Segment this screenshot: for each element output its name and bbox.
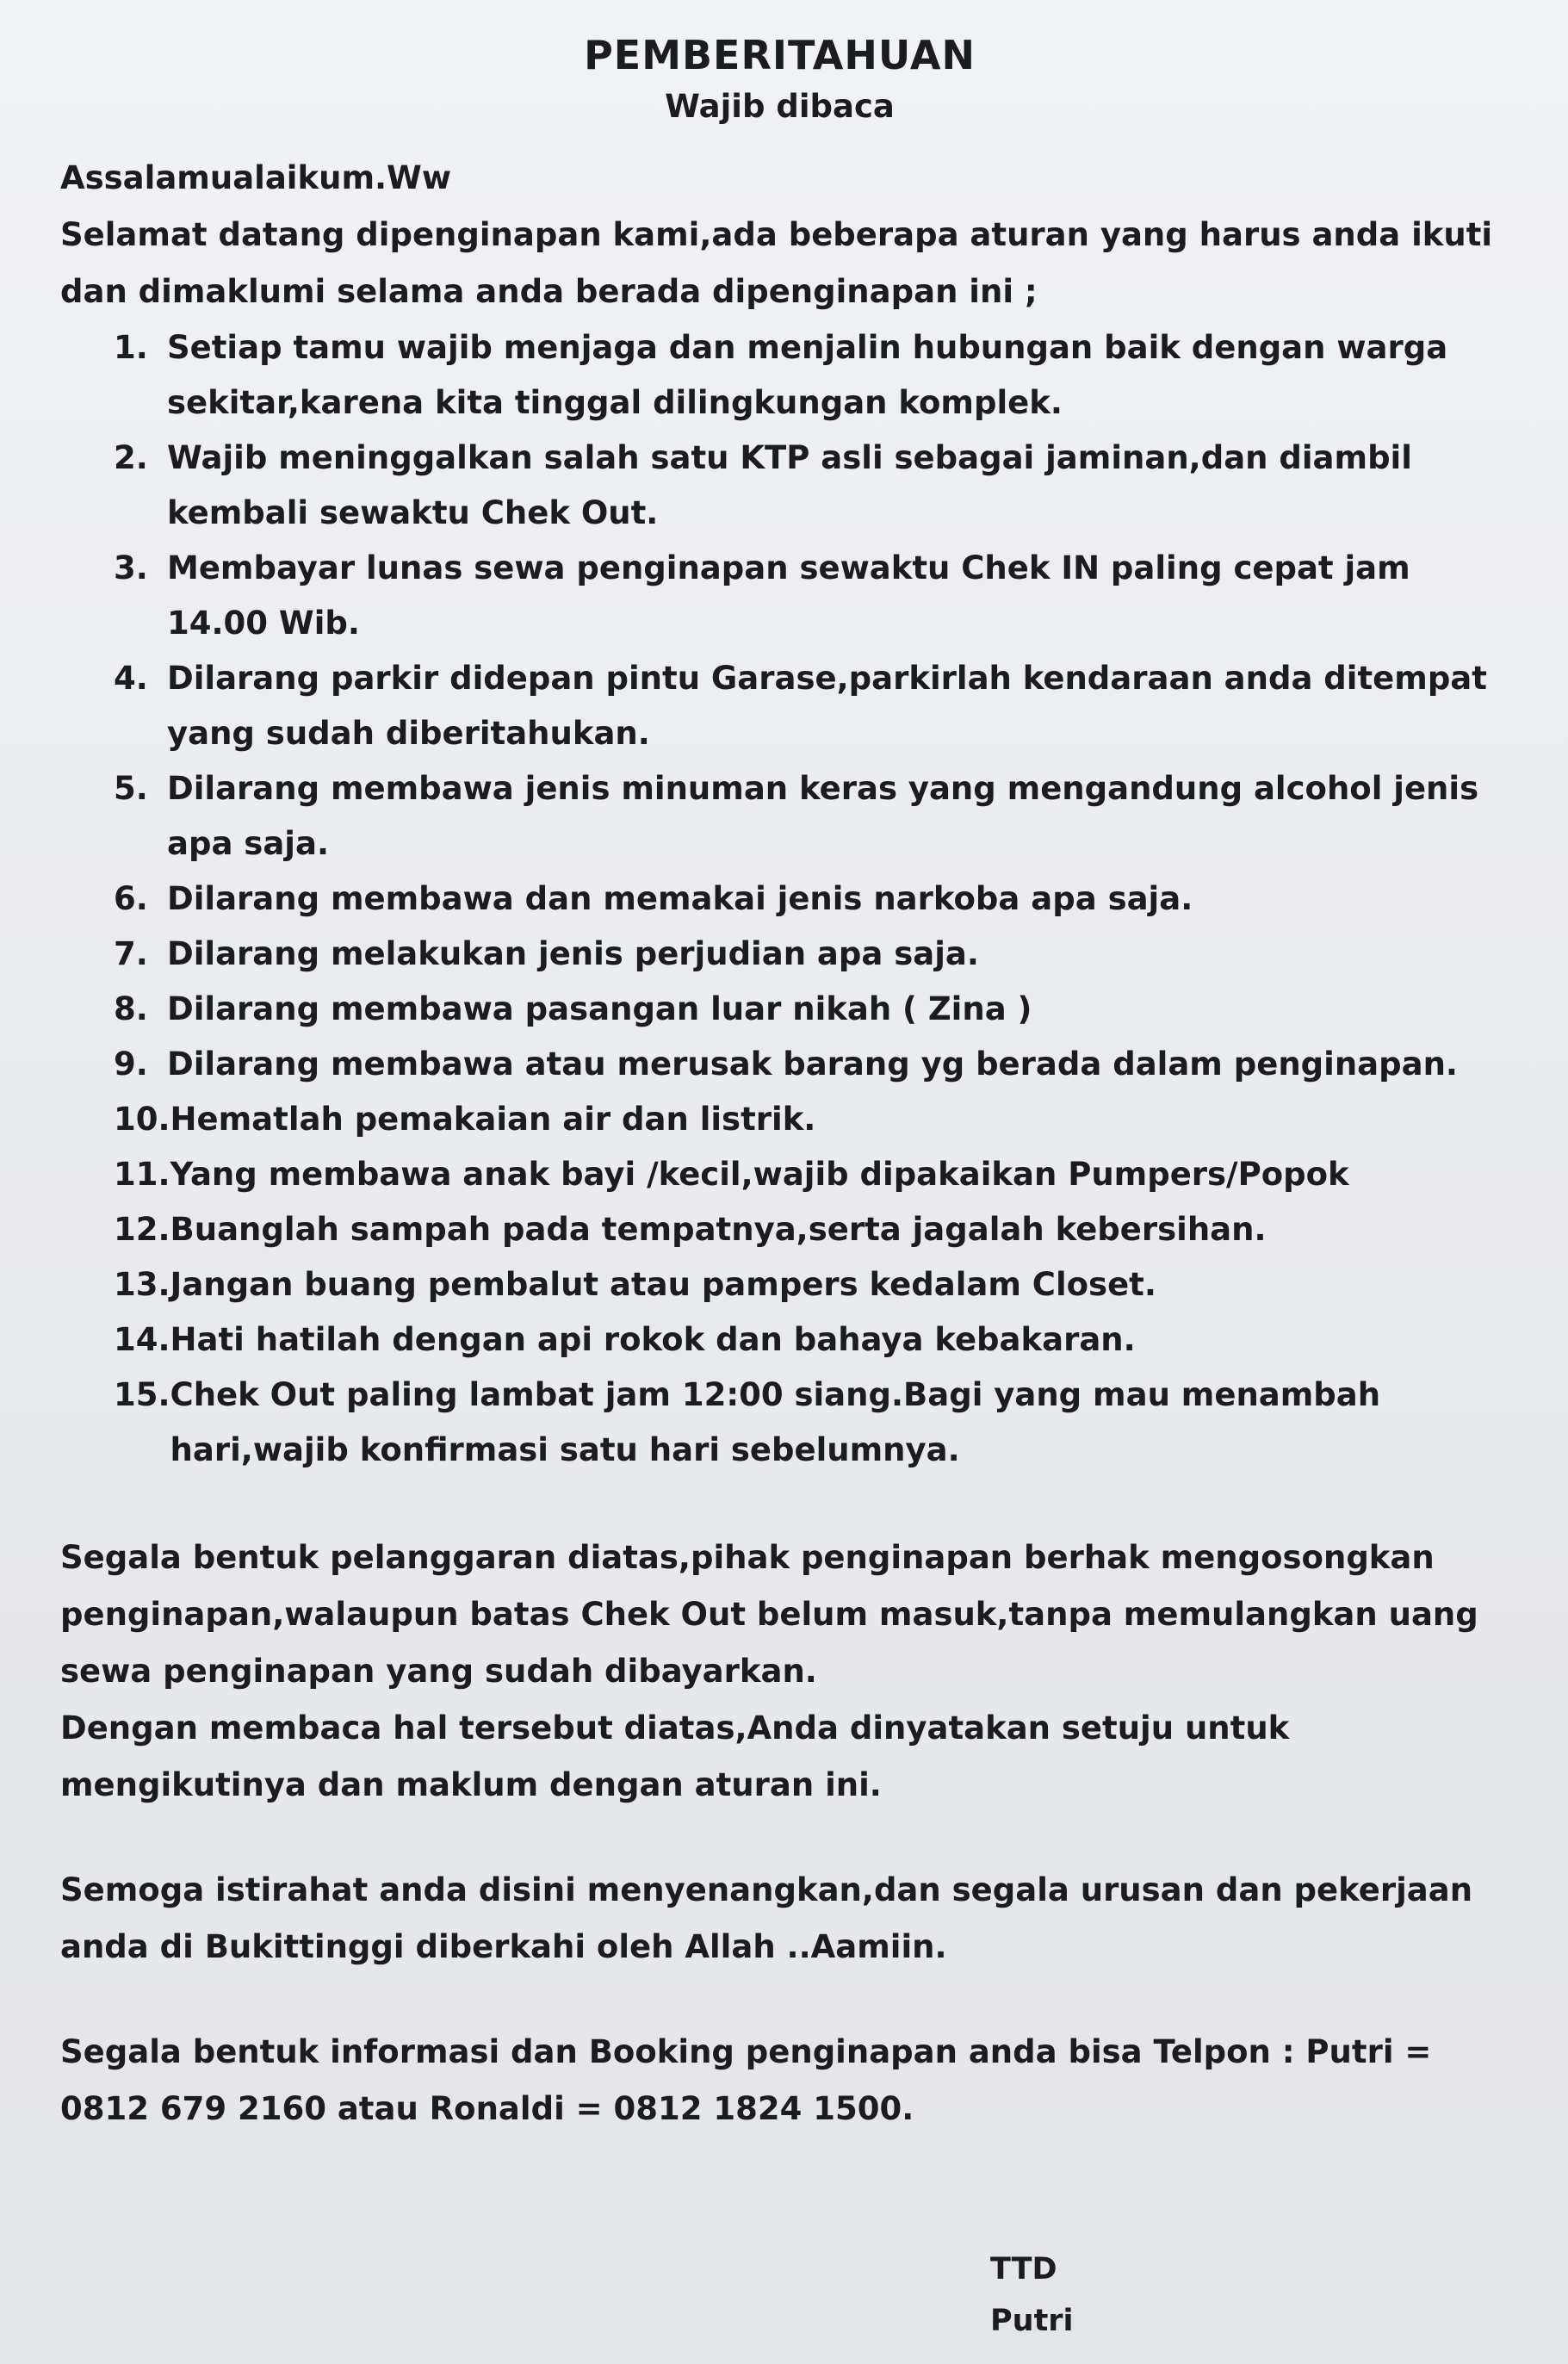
rule-number: 12.: [114, 1211, 170, 1248]
rule-text: Hematlah pemakaian air dan listrik.: [170, 1101, 816, 1138]
notice-subtitle: Wajib dibaca: [665, 88, 895, 125]
violation-paragraph: Segala bentuk pelanggaran diatas,pihak penginapan berhak mengosongkan penginapan,walaupun batas Chek Out belum masuk,tanpa memulangkan uang sewa penginapan yang sudah dibayarkan.: [60, 1539, 1478, 1690]
rule-text: Chek Out paling lambat jam 12:00 siang.Bagi yang mau menambah hari,wajib konfirmasi satu hari sebelumnya.: [170, 1376, 1381, 1468]
rule-number: 7.: [114, 935, 148, 972]
rule-number: 4.: [114, 660, 148, 697]
rule-number: 13.: [114, 1266, 170, 1303]
rule-text: Hati hatilah dengan api rokok dan bahaya kebakaran.: [170, 1321, 1136, 1358]
rule-item: [114, 872, 1499, 927]
rule-number: 9.: [114, 1045, 148, 1083]
rule-number: 14.: [114, 1321, 170, 1358]
rule-number: 6.: [114, 880, 148, 917]
wish-paragraph: Semoga istirahat anda disini menyenangkan,dan segala urusan dan pekerjaan anda di Bukittinggi diberkahi oleh Allah ..Aamiin.: [60, 1871, 1473, 1965]
rule-text: Membayar lunas sewa penginapan sewaktu Chek IN paling cepat jam 14.00 Wib.: [167, 549, 1410, 642]
rule-item: [114, 1257, 1499, 1312]
rule-text: Yang membawa anak bayi /kecil,wajib dipakaikan Pumpers/Popok: [170, 1156, 1349, 1193]
rule-text: Dilarang membawa jenis minuman keras yang mengandung alcohol jenis apa saja.: [167, 770, 1479, 862]
rules-list: [60, 320, 1499, 1478]
agreement-paragraph: Dengan membaca hal tersebut diatas,Anda dinyatakan setuju untuk mengikutinya dan maklum dengan aturan ini.: [60, 1709, 1290, 1803]
rule-item: [114, 1037, 1499, 1092]
rule-item: [114, 431, 1499, 541]
rule-item: [114, 541, 1499, 651]
rule-item: [114, 320, 1499, 431]
rule-item: [114, 1092, 1499, 1147]
spacer: [60, 1976, 1499, 2024]
rule-item: [114, 982, 1499, 1037]
rule-text: Wajib meninggalkan salah satu KTP asli sebagai jaminan,dan diambil kembali sewaktu Chek Out.: [167, 439, 1412, 531]
rule-item: [114, 651, 1499, 761]
rule-text: Dilarang membawa atau merusak barang yg berada dalam penginapan.: [167, 1045, 1458, 1083]
rule-number: 2.: [114, 439, 148, 476]
rule-number: 10.: [114, 1101, 170, 1138]
spacer: [60, 1814, 1499, 1862]
greeting: Assalamualaikum.Ww: [60, 159, 452, 196]
rule-item: [114, 1312, 1499, 1368]
intro-paragraph: Selamat datang dipenginapan kami,ada beberapa aturan yang harus anda ikuti dan dimaklumi selama anda berada dipenginapan ini ;: [60, 216, 1493, 310]
signature-label: TTD: [990, 2252, 1057, 2286]
rule-text: Jangan buang pembalut atau pampers kedalam Closet.: [170, 1266, 1156, 1303]
signature-name: Putri: [990, 2304, 1074, 2338]
rule-item: [114, 1368, 1499, 1478]
spacer: [60, 1478, 1499, 1529]
rule-item: [114, 927, 1499, 982]
rule-text: Dilarang membawa pasangan luar nikah ( Zina ): [167, 990, 1032, 1027]
rule-text: Setiap tamu wajib menjaga dan menjalin hubungan baik dengan warga sekitar,karena kita tinggal dilingkungan komplek.: [167, 329, 1448, 421]
rule-number: 15.: [114, 1376, 170, 1413]
rule-item: [114, 1202, 1499, 1257]
rule-item: [114, 1147, 1499, 1202]
rule-text: Dilarang membawa dan memakai jenis narkoba apa saja.: [167, 880, 1193, 917]
notice-title: PEMBERITAHUAN: [584, 32, 976, 78]
signature-block: [990, 2243, 1074, 2347]
rule-text: Dilarang parkir didepan pintu Garase,parkirlah kendaraan anda ditempat yang sudah diberitahukan.: [167, 660, 1487, 752]
rule-number: 3.: [114, 549, 148, 586]
rule-number: 1.: [114, 329, 148, 366]
rule-number: 8.: [114, 990, 148, 1027]
rule-item: [114, 761, 1499, 872]
rule-number: 5.: [114, 770, 148, 807]
contact-paragraph: Segala bentuk informasi dan Booking penginapan anda bisa Telpon : Putri = 0812 679 2160 atau Ronaldi = 0812 1824 1500.: [60, 2033, 1432, 2127]
rule-text: Buanglah sampah pada tempatnya,serta jagalah kebersihan.: [170, 1211, 1267, 1248]
rule-number: 11.: [114, 1156, 170, 1193]
rule-text: Dilarang melakukan jenis perjudian apa saja.: [167, 935, 979, 972]
